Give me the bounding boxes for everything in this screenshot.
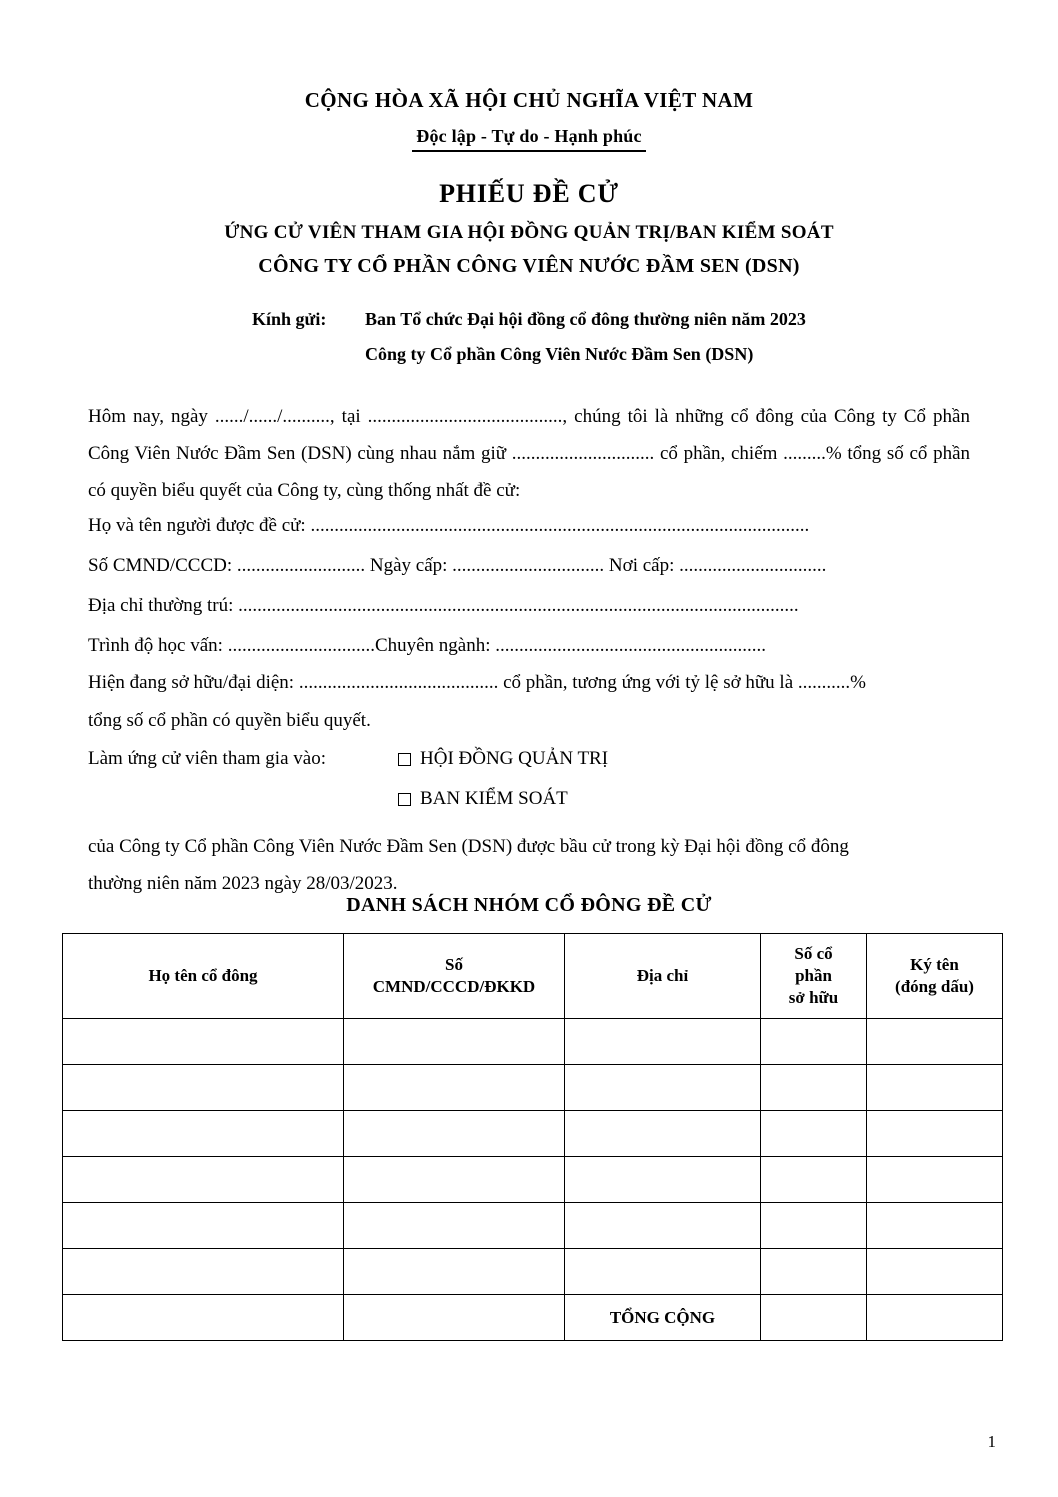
recipient-label: Kính gửi: <box>252 309 327 329</box>
header-shares-line-1: Số cổ <box>794 944 833 963</box>
header-signature <box>867 934 1003 1019</box>
candidacy-label: Làm ứng cử viên tham gia vào: <box>88 748 326 769</box>
cell-shareholder-name[interactable] <box>63 1065 344 1111</box>
table-row <box>63 1249 1003 1295</box>
field-education[interactable]: Trình độ học vấn: ...............................Chuyên ngành: ......................................................... <box>88 635 767 656</box>
header-shares-line-2: phần <box>795 966 832 985</box>
closing-line-1: của Công ty Cổ phần Công Viên Nước Đầm Sen (DSN) được bầu cử trong kỳ Đại hội đồng cổ đông <box>88 836 849 857</box>
cell-address: TỔNG CỘNG <box>565 1295 761 1341</box>
cell-address[interactable] <box>565 1157 761 1203</box>
checkbox-icon-board[interactable] <box>398 753 411 766</box>
intro-paragraph-block <box>88 398 970 509</box>
cell-id-number[interactable] <box>344 1111 565 1157</box>
national-title: CỘNG HÒA XÃ HỘI CHỦ NGHĨA VIỆT NAM <box>304 88 754 112</box>
national-motto-container <box>0 126 1058 152</box>
document-subtitle-role: ỨNG CỬ VIÊN THAM GIA HỘI ĐỒNG QUẢN TRỊ/BAN KIỂM SOÁT <box>224 222 834 243</box>
field-ownership-line-1[interactable]: Hiện đang sở hữu/đại diện: .......................................... cổ phần, tương ứng với tỷ lệ sở hữu là ...........% <box>88 672 866 693</box>
checkbox-icon-supervisory[interactable] <box>398 793 411 806</box>
table-row <box>63 1203 1003 1249</box>
cell-shareholder-name[interactable] <box>63 1249 344 1295</box>
cell-shares-owned[interactable] <box>761 1295 867 1341</box>
cell-shares-owned[interactable] <box>761 1019 867 1065</box>
recipient-line-2: Công ty Cổ phần Công Viên Nước Đầm Sen (DSN) <box>365 344 754 364</box>
cell-address[interactable] <box>565 1111 761 1157</box>
header-shares-line-3: sở hữu <box>788 988 839 1007</box>
cell-signature[interactable] <box>867 1065 1003 1111</box>
cell-signature[interactable] <box>867 1295 1003 1341</box>
closing-block <box>88 828 972 902</box>
field-ownership-line-2: tổng số cổ phần có quyền biểu quyết. <box>88 710 371 731</box>
cell-id-number[interactable] <box>344 1295 565 1341</box>
cell-shareholder-name[interactable] <box>63 1019 344 1065</box>
header-signature-line-1: Ký tên <box>910 955 959 974</box>
table-row <box>63 1111 1003 1157</box>
page-number: 1 <box>987 1432 996 1451</box>
header-address: Địa chỉ <box>565 934 761 1019</box>
header-id-number-line-2: CMND/CCCD/ĐKKD <box>372 977 536 996</box>
cell-id-number[interactable] <box>344 1249 565 1295</box>
table-row <box>63 1157 1003 1203</box>
header-id-number-line-1: Số <box>445 955 463 974</box>
cell-id-number[interactable] <box>344 1203 565 1249</box>
cell-signature[interactable] <box>867 1019 1003 1065</box>
candidacy-option-supervisory-label: BAN KIỂM SOÁT <box>420 788 568 809</box>
candidacy-option-board-label: HỘI ĐỒNG QUẢN TRỊ <box>420 748 609 769</box>
field-nominee-name[interactable]: Họ và tên người được đề cử: ......................................................................................................... <box>88 515 810 536</box>
cell-shares-owned[interactable] <box>761 1065 867 1111</box>
document-subtitle-company: CÔNG TY CỔ PHẦN CÔNG VIÊN NƯỚC ĐẦM SEN (DSN) <box>258 255 800 277</box>
shareholder-table <box>62 933 1003 1341</box>
cell-signature[interactable] <box>867 1249 1003 1295</box>
cell-shareholder-name[interactable] <box>63 1111 344 1157</box>
recipient-line-1: Ban Tổ chức Đại hội đồng cổ đông thường niên năm 2023 <box>365 309 806 329</box>
shareholder-table-head <box>63 934 1003 1019</box>
field-permanent-address[interactable]: Địa chỉ thường trú: ...................................................................................................................... <box>88 595 799 616</box>
table-row <box>63 1295 1003 1341</box>
cell-shares-owned[interactable] <box>761 1249 867 1295</box>
cell-address[interactable] <box>565 1019 761 1065</box>
cell-shares-owned[interactable] <box>761 1157 867 1203</box>
cell-shareholder-name[interactable] <box>63 1203 344 1249</box>
header-signature-line-2: (đóng dấu) <box>895 977 974 996</box>
header-shares-owned <box>761 934 867 1019</box>
cell-id-number[interactable] <box>344 1019 565 1065</box>
cell-shares-owned[interactable] <box>761 1203 867 1249</box>
cell-signature[interactable] <box>867 1111 1003 1157</box>
header-shareholder-name: Họ tên cổ đông <box>63 934 344 1019</box>
closing-line-2: thường niên năm 2023 ngày 28/03/2023. <box>88 873 398 894</box>
cell-address[interactable] <box>565 1065 761 1111</box>
table-row <box>63 1019 1003 1065</box>
table-header-row <box>63 934 1003 1019</box>
candidacy-option-supervisory[interactable] <box>398 788 568 810</box>
cell-address[interactable] <box>565 1249 761 1295</box>
cell-shareholder-name[interactable] <box>63 1295 344 1341</box>
cell-id-number[interactable] <box>344 1065 565 1111</box>
cell-shares-owned[interactable] <box>761 1111 867 1157</box>
cell-address[interactable] <box>565 1203 761 1249</box>
candidacy-option-board[interactable] <box>398 748 608 770</box>
header-id-number <box>344 934 565 1019</box>
national-motto: Độc lập - Tự do - Hạnh phúc <box>412 126 645 152</box>
shareholder-table-body <box>63 1019 1003 1341</box>
cell-shareholder-name[interactable] <box>63 1157 344 1203</box>
cell-signature[interactable] <box>867 1157 1003 1203</box>
cell-signature[interactable] <box>867 1203 1003 1249</box>
intro-paragraph: Hôm nay, ngày ....../....../.........., tại ........................................., chúng tôi là những cổ đông của Công ty Cổ phần Công Viên Nước Đầm Sen (DSN) cùng nhau nắm giữ .............................. cổ phần, chiếm .........% tổng số cổ phần có quyền biểu quyết của Công ty, cùng thống nhất đề cử: <box>88 406 970 501</box>
table-row <box>63 1065 1003 1111</box>
shareholder-list-heading: DANH SÁCH NHÓM CỔ ĐÔNG ĐỀ CỬ <box>346 894 712 916</box>
document-title: PHIẾU ĐỀ CỬ <box>439 179 619 208</box>
cell-id-number[interactable] <box>344 1157 565 1203</box>
nominee-fields-block <box>88 506 970 666</box>
field-id-number[interactable]: Số CMND/CCCD: ........................... Ngày cấp: ................................ Nơi cấp: ............................... <box>88 555 827 576</box>
ownership-block <box>88 664 978 740</box>
